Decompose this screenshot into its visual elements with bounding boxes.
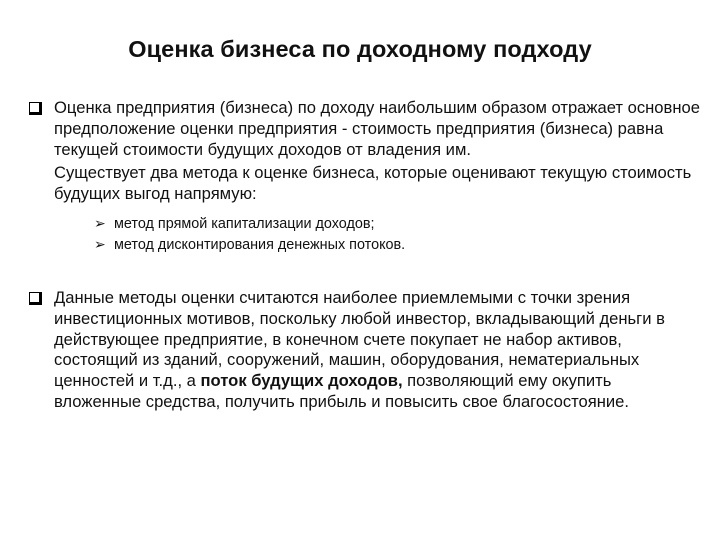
emphasis-text: поток будущих доходов, [200,371,403,391]
checkbox-square-icon [29,292,42,305]
bullet-item [26,98,700,256]
checkbox-square-icon [29,102,42,115]
method-item [94,214,700,235]
method-label: метод дисконтирования денежных потоков. [114,236,406,253]
methods-list [54,214,700,256]
bullet-item [26,288,700,413]
bullet-paragraph: Оценка предприятия (бизнеса) по доходу наибольшим образом отражает основное предположение оценки предприятия - стоимость предприятия (бизнеса) равна текущей стоимости будущих доходов от владения им. [54,98,700,159]
method-item [94,235,700,256]
arrow-right-icon: ➢ [94,236,106,253]
bullet-paragraph [54,288,700,413]
slide-title: Оценка бизнеса по доходному подходу [128,36,592,62]
paragraph-text: Данные методы оценки считаются наиболее приемлемыми с точки зрения инвестиционных мотивов, поскольку любой инвестор, вкладывающий деньги в действующее предприятие, в конечном счете покупает не набор активов, состоящий из зданий, сооружений, машин, оборудования, нематериальных ценностей и т.д., а [54,287,665,391]
bullet-paragraph: Существует два метода к оценке бизнеса, которые оценивают текущую стоимость будущих выгод напрямую: [54,163,692,204]
slide-content [26,98,700,413]
arrow-right-icon: ➢ [94,215,106,232]
paragraph-text: позволяющий ему окупить вложенные средства, получить прибыль и повысить свое благосостояние. [54,371,630,411]
method-label: метод прямой капитализации доходов; [114,215,375,232]
